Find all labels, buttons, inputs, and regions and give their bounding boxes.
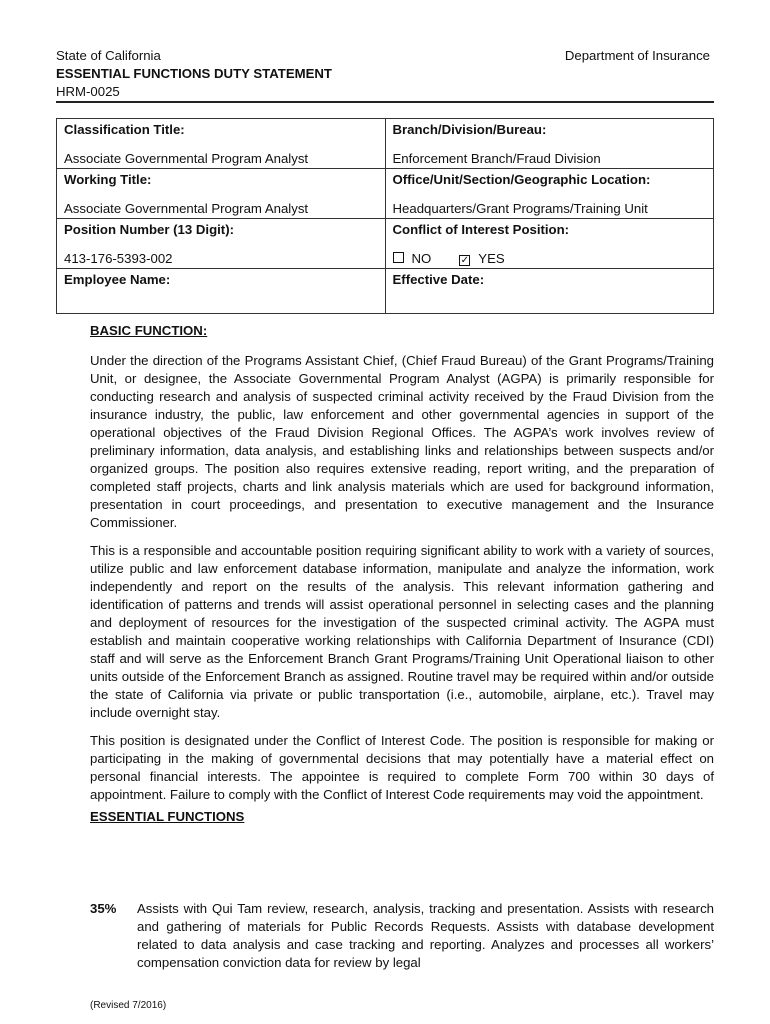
office-cell — [385, 169, 714, 219]
document-title: ESSENTIAL FUNCTIONS DUTY STATEMENT — [56, 66, 332, 81]
working-title-label: Working Title: — [64, 172, 152, 187]
conflict-no-checkbox[interactable] — [393, 252, 404, 263]
conflict-yes-checkbox[interactable]: ✓ — [460, 255, 469, 266]
basic-function-paragraph-2: This is a responsible and accountable position requiring significant ability to work with a variety of sources, utilize public and law enforcement database information, manipulate and analyze the information, work independently and report on the results of the analysis. This relevant information gathering and identification of patterns and trends will assist operational personnel in selecting cases and the planning and deployment of resources for the investigation of the suspected criminal activity. The AGPA must establish and maintain cooperative working relationships with California Department of Insurance (CDI) staff and will serve as the Enforcement Branch Grant Programs/Training Unit Operational liaison to other units outside of the Enforcement Branch as assigned. Routine travel may be required within and/or outside the state of California via private or public transportation (i.e., automobile, airplane, etc.). Travel may include overnight stay. — [90, 543, 714, 720]
conflict-no-label: NO — [411, 251, 432, 266]
function-description: Assists with Qui Tam review, research, analysis, tracking and presentation. Assists with research and gathering of materials for Public Records Requests. Assists with database development related to data analysis and case tracking and reporting. Analyzes and processes all workers’ compensation conviction data for review by legal — [137, 901, 714, 970]
basic-function-paragraph-3: This position is designated under the Conflict of Interest Code. The position is responsible for making or participating in the making of governmental decisions that may potentially have a material effect on personal financial interests. The appointee is required to complete Form 700 within 30 days of appointment. Failure to comply with the Conflict of Interest Code requirements may void the appointment. — [90, 733, 714, 802]
conflict-of-interest-options — [393, 250, 707, 268]
effective-date-cell — [385, 269, 714, 314]
classification-title-cell — [57, 119, 386, 169]
position-number-cell — [57, 219, 386, 269]
working-title-cell — [57, 169, 386, 219]
essential-function-item — [90, 900, 714, 972]
position-info-table — [56, 118, 714, 314]
branch-value: Enforcement Branch/Fraud Division — [392, 151, 601, 166]
basic-function-section — [90, 322, 714, 826]
department-name: Department of Insurance — [564, 48, 710, 63]
conflict-yes-label: YES — [478, 251, 505, 266]
office-value: Headquarters/Grant Programs/Training Unit — [392, 201, 648, 216]
working-title-value: Associate Governmental Program Analyst — [64, 201, 309, 216]
basic-function-heading: BASIC FUNCTION: — [90, 323, 208, 338]
branch-label: Branch/Division/Bureau: — [392, 122, 547, 137]
office-label: Office/Unit/Section/Geographic Location: — [392, 172, 651, 187]
branch-cell — [385, 119, 714, 169]
effective-date-label: Effective Date: — [392, 272, 485, 287]
header-divider — [56, 101, 714, 103]
employee-name-cell — [57, 269, 386, 314]
position-number-label: Position Number (13 Digit): — [64, 222, 234, 237]
classification-title-label: Classification Title: — [64, 122, 185, 137]
essential-functions-heading: ESSENTIAL FUNCTIONS — [90, 809, 245, 824]
conflict-of-interest-label: Conflict of Interest Position: — [392, 222, 570, 237]
revision-footer: (Revised 7/2016) — [90, 1000, 167, 1011]
state-name: State of California — [56, 48, 161, 63]
header-left — [56, 47, 332, 101]
conflict-of-interest-cell — [385, 219, 714, 269]
basic-function-paragraph-1: Under the direction of the Programs Assistant Chief, (Chief Fraud Bureau) of the Grant Programs/Training Unit, or designee, the Associate Governmental Program Analyst (AGPA) is primarily responsible for conducting research and analysis of suspected criminal activity received by the Fraud Division from the insurance industry, the public, law enforcement and other governmental agencies in support of the operational objectives of the Fraud Division Regional Offices. The AGPA’s work involves review of preliminary information, data analysis, and establishing links and relationships between suspects and/or organized groups. The position also requires extensive reading, report writing, and the preparation of completed staff projects, charts and link analysis materials which are used for background information, presentation in court proceedings, and presentation to executive management and the Insurance Commissioner. — [90, 353, 714, 530]
function-percent: 35% — [90, 901, 117, 916]
position-number-value: 413-176-5393-002 — [64, 251, 173, 266]
classification-title-value: Associate Governmental Program Analyst — [64, 151, 309, 166]
employee-name-label: Employee Name: — [64, 272, 171, 287]
form-number: HRM-0025 — [56, 84, 120, 99]
